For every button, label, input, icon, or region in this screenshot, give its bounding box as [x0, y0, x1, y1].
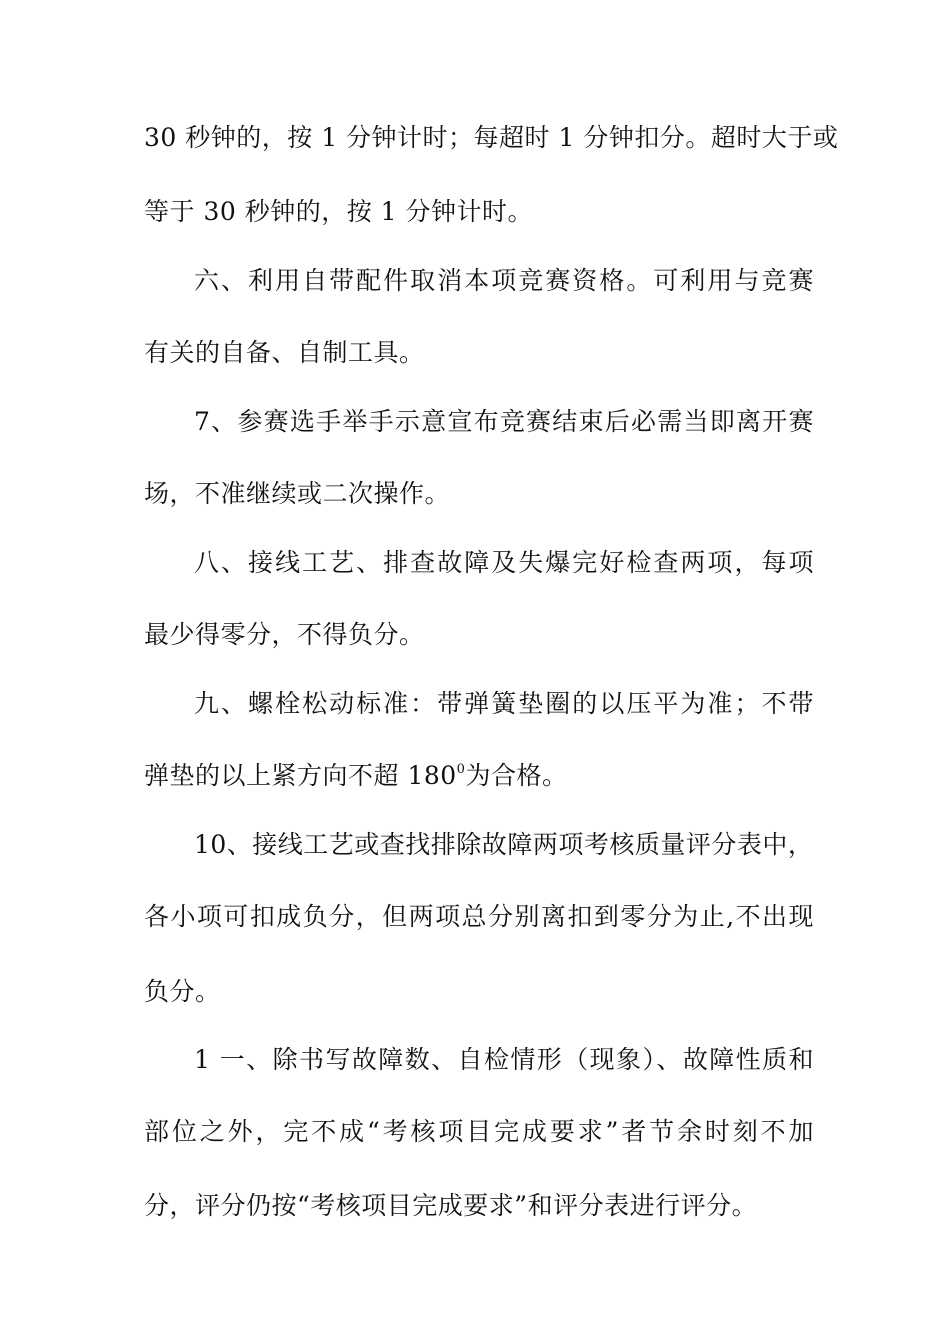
paragraph-line: 1 一、除书写故障数、自检情形（现象）、故障性质和	[194, 1045, 814, 1074]
paragraph-line: 分，评分仍按“考核项目完成要求”和评分表进行评分。	[144, 1191, 758, 1220]
paragraph-line: 部位之外，完不成“考核项目完成要求”者节余时刻不加	[144, 1117, 814, 1146]
paragraph-line: 九、螺栓松动标准：带弹簧垫圈的以压平为准；不带	[194, 689, 814, 718]
text-run: 为合格。	[465, 761, 568, 790]
paragraph-line: 八、接线工艺、排查故障及失爆完好检查两项，每项	[194, 548, 814, 577]
paragraph-line: 各小项可扣成负分，但两项总分别离扣到零分为止,不出现	[144, 902, 814, 931]
paragraph-line: 最少得零分，不得负分。	[144, 620, 425, 649]
paragraph-line: 7、参赛选手举手示意宣布竞赛结束后必需当即离开赛	[194, 407, 814, 436]
text-run: 弹垫的以上紧方向不超 180	[144, 761, 457, 790]
paragraph-line: 负分。	[144, 977, 221, 1006]
paragraph-line	[144, 756, 814, 796]
paragraph-line: 10、接线工艺或查找排除故障两项考核质量评分表中，	[194, 830, 814, 859]
paragraph-line: 有关的自备、自制工具。	[144, 338, 425, 367]
paragraph-line: 六、利用自带配件取消本项竞赛资格。可利用与竞赛	[194, 266, 814, 295]
paragraph-line: 等于 30 秒钟的，按 1 分钟计时。	[144, 197, 534, 226]
superscript: 0	[456, 762, 466, 777]
paragraph-line: 30 秒钟的，按 1 分钟计时；每超时 1 分钟扣分。超时大于或	[144, 123, 839, 152]
paragraph-line: 场，不准继续或二次操作。	[144, 479, 451, 508]
